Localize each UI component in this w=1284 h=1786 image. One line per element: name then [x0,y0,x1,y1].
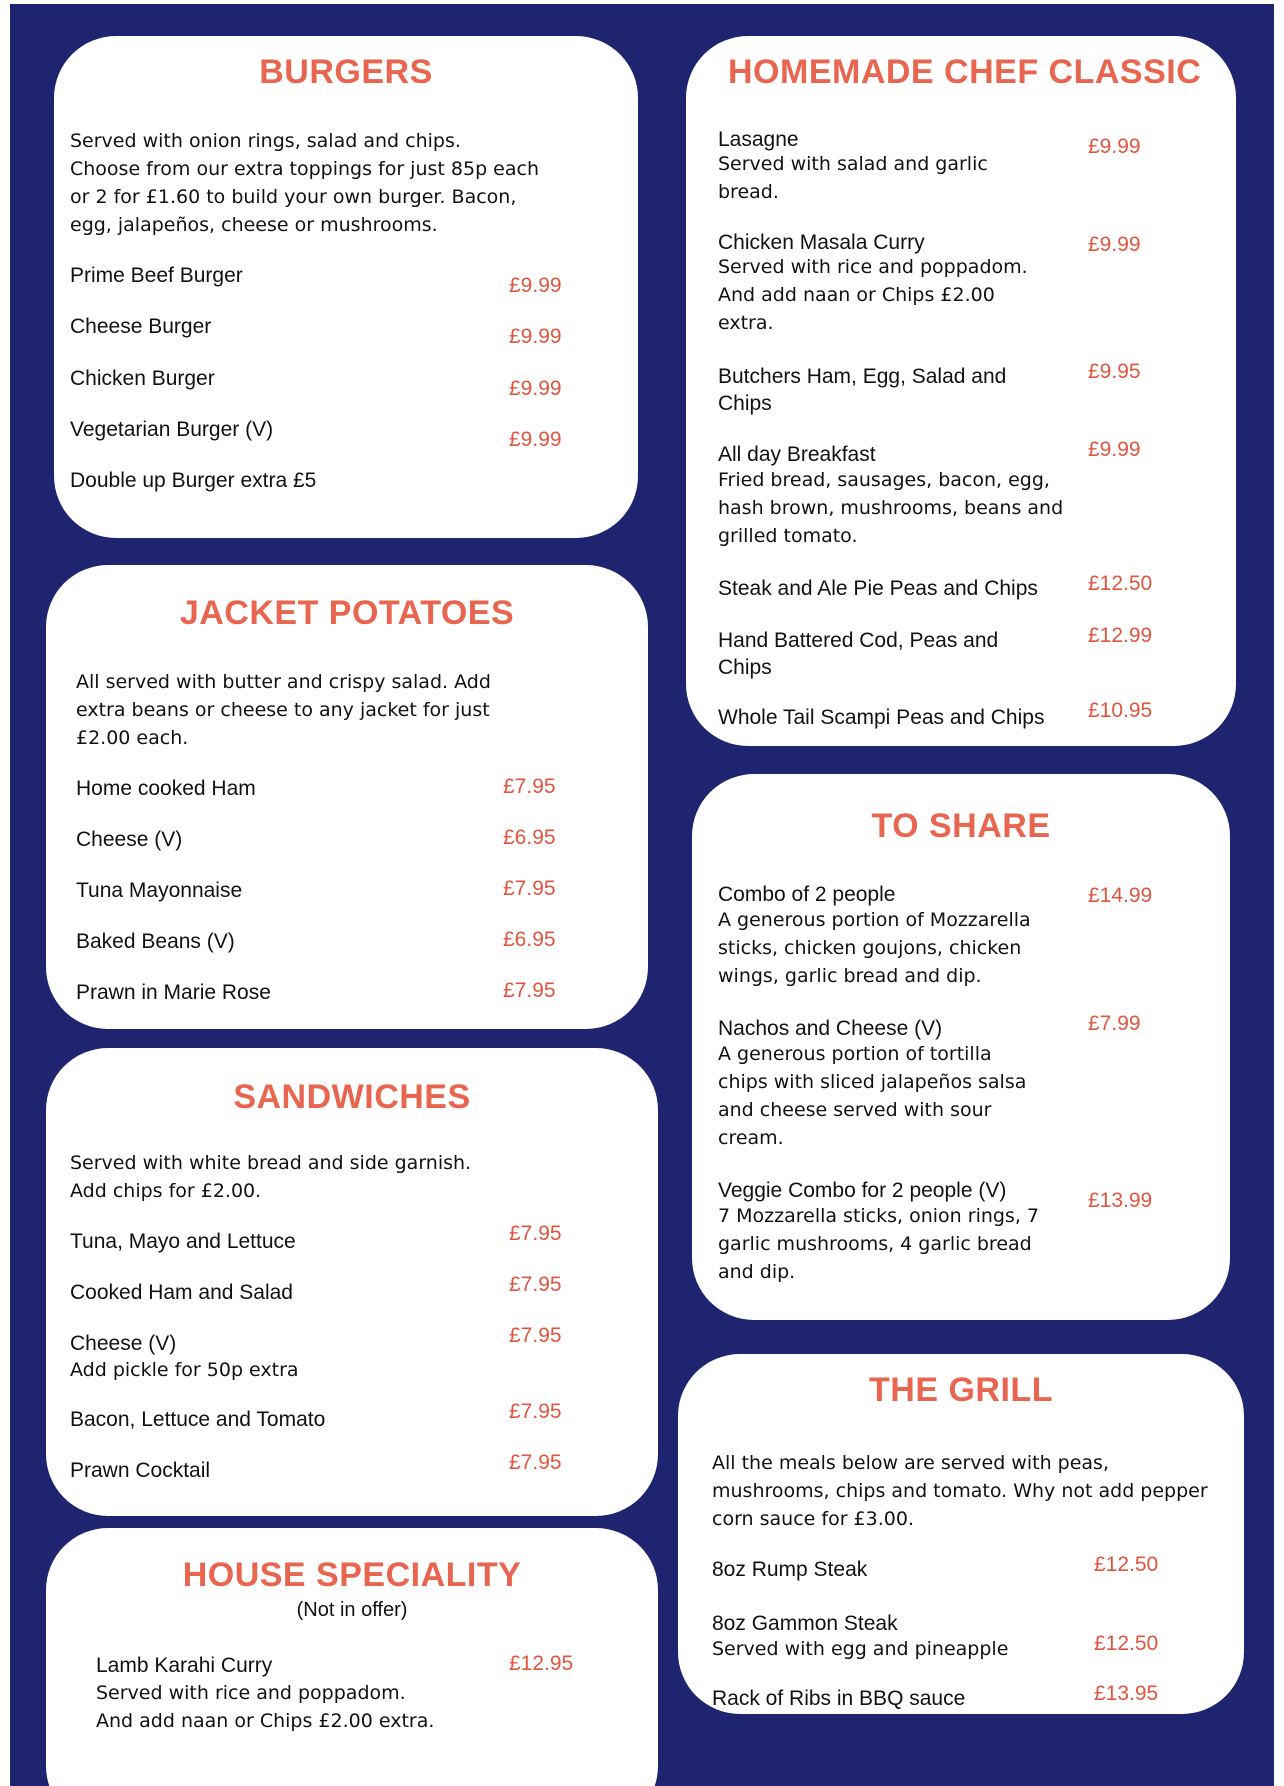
burgers-title: BURGERS [259,53,433,91]
homemade-chef-classic-card: HOMEMADE CHEF CLASSIC Lasagne Served with salad and garlic bread. £9.99 Chicken Masala Curry Served with rice and poppadom. And add naan or Chips £2.00 extra. £9.99 Butchers Ham, Egg, Salad and Chips £9.95 All day Breakfast Fried bread, sausages, bacon, egg, hash brown, mushrooms, beans and grilled tomato. £9.99 Steak and Ale Pie Peas and Chips £12.50 Hand Battered Cod, Peas and Chips £12.99 Whole Tail Scampi Peas and Chips £10.95 [686,36,1236,746]
sandwiches-card: SANDWICHES Served with white bread and side garnish. Add chips for £2.00. Tuna, Mayo and Lettuce £7.95 Cooked Ham and Salad £7.95 Cheese (V) Add pickle for 50p extra £7.95 Bacon, Lettuce and Tomato £7.95 Prawn Cocktail £7.95 [46,1048,658,1516]
sandwiches-title: SANDWICHES [233,1078,471,1116]
grill-intro: All the meals below are served with peas, mushrooms, chips and tomato. Why not add pepper corn sauce for £3.00. [712,1452,1208,1530]
burgers-intro: Served with onion rings, salad and chips. Choose from our extra toppings for just 85p each or 2 for £1.60 to build your own burger. Bacon, egg, jalapeños, cheese or mushrooms. [70,130,539,236]
the-grill-card: THE GRILL All the meals below are served with peas, mushrooms, chips and tomato. Why not add pepper corn sauce for £3.00. 8oz Rump Steak £12.50 8oz Gammon Steak Served with egg and pineapple £12.50 Rack of Ribs in BBQ sauce £13.95 [678,1354,1244,1714]
burgers-card: BURGERS Served with onion rings, salad and chips. Choose from our extra toppings for just 85p each or 2 for £1.60 to build your own burger. Bacon, egg, jalapeños, cheese or mushrooms. Prime Beef Burger £9.99 Cheese Burger £9.99 Chicken Burger £9.99 Vegetarian Burger (V) £9.99 Double up Burger extra £5 [54,36,638,538]
menu-page [10,4,1274,1786]
item-description: Served with rice and poppadom. And add naan or Chips £2.00 extra. [718,256,1028,334]
item-description: Fried bread, sausages, bacon, egg, hash brown, mushrooms, beans and grilled tomato. [718,469,1064,547]
item-description: Served with salad and garlic bread. [718,153,988,203]
jacket-potatoes-card: JACKET POTATOES All served with butter and crispy salad. Add extra beans or cheese to any jacket for just £2.00 each. Home cooked Ham £7.95 Cheese (V) £6.95 Tuna Mayonnaise £7.95 Baked Beans (V) £6.95 Prawn in Marie Rose £7.95 [46,565,648,1029]
grill-title: THE GRILL [869,1371,1053,1409]
item-description: A generous portion of Mozzarella sticks, chicken goujons, chicken wings, garlic bread and dip. [718,909,1031,987]
house-speciality-card: HOUSE SPECIALITY (Not in offer) Lamb Karahi Curry Served with rice and poppadom. And add naan or Chips £2.00 extra. £12.95 [46,1528,658,1786]
house-speciality-title: HOUSE SPECIALITY [182,1556,522,1594]
jacket-potatoes-intro: All served with butter and crispy salad. Add extra beans or cheese to any jacket for just £2.00 each. [76,671,491,749]
to-share-card: TO SHARE Combo of 2 people A generous portion of Mozzarella sticks, chicken goujons, chicken wings, garlic bread and dip. £14.99 Nachos and Cheese (V) A generous portion of tortilla chips with sliced jalapeños salsa and cheese served with sour cream. £7.99 Veggie Combo for 2 people (V) 7 Mozzarella sticks, onion rings, 7 garlic mushrooms, 4 garlic bread and dip. £13.99 [692,774,1230,1320]
house-speciality-subtitle: (Not in offer) [296,1599,408,1621]
item-description: A generous portion of tortilla chips with sliced jalapeños salsa and cheese served with sour cream. [718,1043,1027,1149]
sandwiches-intro: Served with white bread and side garnish. Add chips for £2.00. [70,1152,472,1202]
jacket-potatoes-title: JACKET POTATOES [179,594,515,632]
item-description: 7 Mozzarella sticks, onion rings, 7 garlic mushrooms, 4 garlic bread and dip. [718,1205,1040,1283]
item-description: Served with rice and poppadom. And add naan or Chips £2.00 extra. [96,1682,435,1732]
homemade-title: HOMEMADE CHEF CLASSIC [728,53,1202,91]
to-share-title: TO SHARE [871,807,1051,845]
